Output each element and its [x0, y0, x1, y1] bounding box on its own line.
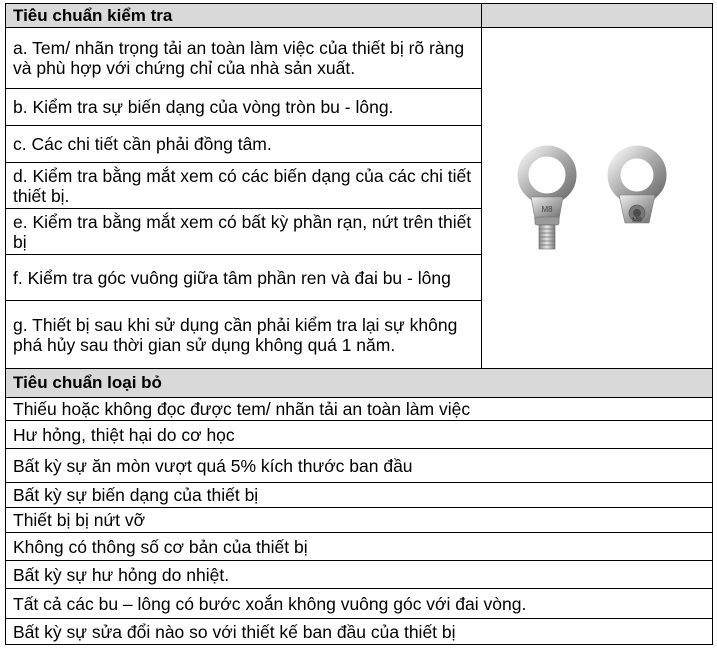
- right-eye-bolt-icon: [614, 152, 660, 224]
- rejection-item: Không có thông số cơ bản của thiết bị: [6, 533, 713, 561]
- right-bolt-label: M8: [632, 217, 642, 224]
- rejection-item: Bất kỳ sự biến dạng của thiết bị: [6, 483, 713, 508]
- inspection-item-c: c. Các chi tiết cần phải đồng tâm.: [6, 126, 482, 163]
- inspection-item-f: f. Kiểm tra góc vuông giữa tâm phần ren và đai bu - lông: [6, 255, 482, 301]
- inspection-item-g: g. Thiết bị sau khi sử dụng cần phải kiểm tra lại sự không phá hủy sau thời gian sử dụng không quá 1 năm.: [6, 301, 482, 369]
- eye-bolt-image: [497, 143, 697, 253]
- rejection-item: Thiếu hoặc không đọc được tem/ nhãn tải an toàn làm việc: [6, 398, 713, 421]
- inspection-item-b: b. Kiểm tra sự biến dạng của vòng tròn bu - lông.: [6, 89, 482, 126]
- rejection-item: Bất kỳ sự ăn mòn vượt quá 5% kích thước ban đầu: [6, 449, 713, 483]
- left-eye-bolt-icon: [523, 151, 571, 249]
- inspection-item-a: a. Tem/ nhãn trọng tải an toàn làm việc của thiết bị rõ ràng và phù hợp với chứng chỉ của nhà sản xuất.: [6, 28, 482, 89]
- left-bolt-label: M8: [541, 205, 553, 214]
- rejection-item: Bất kỳ sự sửa đổi nào so với thiết kế ban đầu của thiết bị: [6, 619, 713, 645]
- eye-bolt-image-cell: [482, 28, 713, 369]
- rejection-item: Hư hỏng, thiệt hại do cơ học: [6, 421, 713, 449]
- rejection-item: Bất kỳ sự hư hỏng do nhiệt.: [6, 561, 713, 589]
- header-empty-cell: [482, 4, 713, 28]
- inspection-item-e: e. Kiểm tra bằng mắt xem có bất kỳ phần rạn, nứt trên thiết bị: [6, 209, 482, 255]
- rejection-item: Tất cả các bu – lông có bước xoắn không vuông góc với đai vòng.: [6, 589, 713, 619]
- rejection-header: Tiêu chuẩn loại bỏ: [6, 369, 713, 398]
- inspection-table: [5, 3, 713, 645]
- rejection-item: Thiết bị bị nứt vỡ: [6, 508, 713, 533]
- inspection-item-d: d. Kiểm tra bằng mắt xem có các biến dạng của các chi tiết thiết bị.: [6, 163, 482, 209]
- inspection-header: Tiêu chuẩn kiểm tra: [6, 4, 482, 28]
